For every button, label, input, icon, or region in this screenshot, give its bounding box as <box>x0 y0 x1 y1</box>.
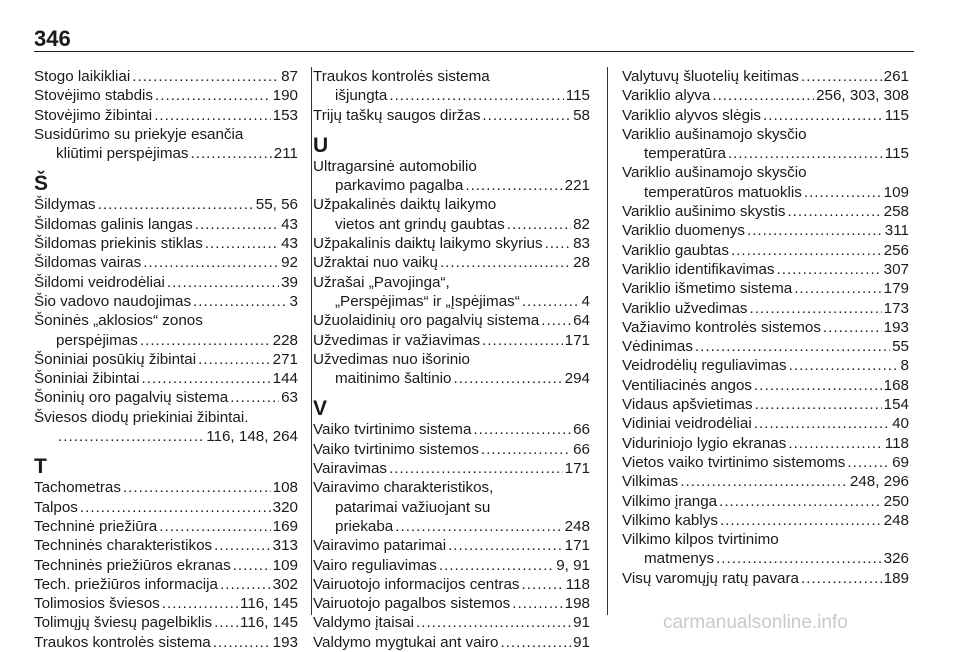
dot-leader <box>754 414 890 433</box>
index-entry-text: Susidūrimo su priekyje esančia <box>34 125 244 143</box>
index-entry-pages: 109 <box>272 556 298 574</box>
index-entry-pages: 43 <box>281 235 298 253</box>
dot-leader <box>749 299 881 318</box>
index-letter-heading: T <box>34 455 47 479</box>
index-entry-pages: 250 <box>883 492 909 510</box>
dot-leader <box>804 183 882 202</box>
index-entry-pages: 307 <box>883 260 909 278</box>
dot-leader <box>440 253 571 272</box>
index-entry-text: Variklio aušinimo skystis <box>622 203 786 221</box>
index-entry <box>34 388 298 407</box>
dot-leader <box>788 434 882 453</box>
dot-leader <box>439 556 554 575</box>
index-entry-text: Variklio alyva <box>622 87 711 105</box>
dot-leader <box>541 311 571 330</box>
index-entry-text: Vėdinimas <box>622 338 693 356</box>
index-entry-text: Šoninės „aklosios“ zonos <box>34 312 203 330</box>
index-column-2 <box>313 67 590 652</box>
index-entry-text: Veidrodėlių reguliavimas <box>622 357 787 375</box>
header-rule <box>34 51 914 52</box>
index-entry-text: Užraktai nuo vaikų <box>313 254 438 272</box>
index-entry-text: Vaiko tvirtinimo sistemos <box>313 440 479 458</box>
index-entry <box>34 292 298 311</box>
index-entry-pages: 193 <box>883 318 909 336</box>
index-entry-text: temperatūra <box>644 145 726 163</box>
index-entry-pages: 228 <box>272 331 298 349</box>
dot-leader <box>680 472 848 491</box>
index-entry <box>34 67 298 86</box>
dot-leader <box>695 337 890 356</box>
dot-leader <box>159 517 270 536</box>
dot-leader <box>214 613 238 632</box>
index-entry-text: Vaiko tvirtinimo sistema <box>313 421 472 439</box>
column-divider <box>311 67 312 615</box>
dot-leader <box>191 144 272 163</box>
index-entry-pages: 179 <box>883 280 909 298</box>
index-entry <box>622 106 909 125</box>
index-entry-text: Užrašai „Pavojinga“, <box>313 273 450 291</box>
index-entry-text: Trijų taškų saugos diržas <box>313 106 481 124</box>
index-entry-text: Užpakalinės daiktų laikymo <box>313 196 497 214</box>
dot-leader <box>482 106 571 125</box>
index-entry-pages: 91 <box>573 614 590 632</box>
index-entry-pages: 320 <box>272 498 298 516</box>
index-entry-pages: 221 <box>564 177 590 195</box>
index-entry-pages: 171 <box>564 331 590 349</box>
index-entry-text: Šildomas galinis langas <box>34 215 193 233</box>
index-entry-text: matmenys <box>644 550 715 568</box>
index-entry <box>34 350 298 369</box>
index-entry-pages: 9, 91 <box>556 556 590 574</box>
index-entry-text: Užuolaidinių oro pagalvių sistema <box>313 312 540 330</box>
index-entry-text: Užpakalinis daiktų laikymo skyrius <box>313 235 543 253</box>
index-entry-text: Vidiniai veidrodėliai <box>622 415 752 433</box>
index-entry-text: Vilkimo įranga <box>622 492 718 510</box>
dot-leader <box>162 594 238 613</box>
index-entry-text: Šildymas <box>34 196 96 214</box>
dot-leader <box>716 549 882 568</box>
page-number: 346 <box>34 26 71 51</box>
dot-leader <box>712 86 814 105</box>
index-entry-pages: 116, 148, 264 <box>206 428 298 446</box>
index-entry-text: Talpos <box>34 498 78 516</box>
dot-leader <box>195 215 279 234</box>
index-entry-text: Šoniniai posūkių žibintai <box>34 350 197 368</box>
index-entry <box>34 556 298 575</box>
index-entry-text: Vairavimo charakteristikos, <box>313 479 494 497</box>
index-entry-text: kliūtimi perspėjimas <box>56 145 189 163</box>
dot-leader <box>193 292 288 311</box>
index-entry-pages: 193 <box>272 633 298 651</box>
index-entry-pages: 108 <box>272 479 298 497</box>
index-entry-text: Ultragarsinė automobilio <box>313 157 477 175</box>
dot-leader <box>731 241 882 260</box>
index-entry-pages: 55 <box>892 338 909 356</box>
index-entry <box>622 376 909 395</box>
dot-leader <box>214 536 271 555</box>
index-entry <box>34 478 298 497</box>
index-entry <box>313 517 590 536</box>
index-entry-pages: 83 <box>573 235 590 253</box>
index-entry <box>622 318 909 337</box>
dot-leader <box>755 395 882 414</box>
dot-leader <box>763 106 883 125</box>
index-entry <box>313 86 590 105</box>
index-entry <box>34 369 298 388</box>
index-entry <box>622 241 909 260</box>
index-entry-pages: 40 <box>892 415 909 433</box>
index-entry-pages: 313 <box>272 537 298 555</box>
dot-leader <box>80 498 271 517</box>
index-entry <box>313 459 590 478</box>
index-entry-pages: 153 <box>272 106 298 124</box>
index-entry-pages: 3 <box>289 292 298 310</box>
index-entry-pages: 63 <box>281 389 298 407</box>
index-column-3 <box>622 67 909 588</box>
index-entry <box>313 176 590 195</box>
index-entry <box>34 536 298 555</box>
index-entry <box>313 420 590 439</box>
index-entry <box>622 279 909 298</box>
index-entry-pages: 64 <box>573 312 590 330</box>
index-entry-pages: 326 <box>883 550 909 568</box>
index-entry-pages: 82 <box>573 215 590 233</box>
dot-leader <box>482 331 563 350</box>
index-entry-text: Šio vadovo naudojimas <box>34 292 192 310</box>
index-entry-text: Tech. priežiūros informacija <box>34 575 219 593</box>
dot-leader <box>473 420 571 439</box>
dot-leader <box>58 427 204 446</box>
index-entry-pages: 302 <box>272 575 298 593</box>
index-entry-text: Vilkimas <box>622 473 679 491</box>
watermark: carmanualsonline.info <box>663 612 848 633</box>
index-entry-pages: 173 <box>883 299 909 317</box>
dot-leader <box>747 221 883 240</box>
index-entry-text: Ventiliacinės angos <box>622 376 753 394</box>
dot-leader <box>230 388 279 407</box>
index-entry-text: Traukos kontrolės sistema <box>34 633 211 651</box>
index-entry-text: Variklio užvedimas <box>622 299 748 317</box>
dot-leader <box>395 517 562 536</box>
index-entry-pages: 294 <box>564 370 590 388</box>
index-entry <box>313 234 590 253</box>
index-entry-pages: 258 <box>883 203 909 221</box>
index-entry-pages: 171 <box>564 537 590 555</box>
index-entry-text: maitinimo šaltinio <box>335 370 452 388</box>
index-entry-pages: 115 <box>884 145 909 163</box>
index-entry <box>34 144 298 163</box>
index-entry-text: Valdymo įtaisai <box>313 614 415 632</box>
index-entry-text: Vairuotojo informacijos centras <box>313 575 520 593</box>
index-entry-pages: 190 <box>272 87 298 105</box>
index-entry <box>313 613 590 632</box>
index-entry <box>34 215 298 234</box>
index-entry <box>34 498 298 517</box>
index-entry-pages: 144 <box>272 370 298 388</box>
index-entry <box>34 234 298 253</box>
dot-leader <box>167 273 279 292</box>
index-entry-pages: 87 <box>281 68 298 85</box>
dot-leader <box>198 350 271 369</box>
dot-leader <box>728 144 883 163</box>
index-entry-pages: 43 <box>281 215 298 233</box>
index-entry-pages: 115 <box>565 87 590 105</box>
index-entry <box>622 299 909 318</box>
index-entry-text: Variklio gaubtas <box>622 241 729 259</box>
index-entry-text: Šoninių oro pagalvių sistema <box>34 389 229 407</box>
index-entry-text: Techninė priežiūra <box>34 517 158 535</box>
index-entry <box>622 144 909 163</box>
index-entry-text: Vairavimo patarimai <box>313 537 447 555</box>
dot-leader <box>789 356 899 375</box>
index-entry-text: Techninės priežiūros ekranas <box>34 556 231 574</box>
dot-leader <box>205 234 279 253</box>
index-entry <box>622 202 909 221</box>
index-entry-text: Variklio identifikavimas <box>622 260 775 278</box>
dot-leader <box>142 369 271 388</box>
index-entry <box>622 260 909 279</box>
index-entry <box>34 86 298 105</box>
index-entry <box>622 453 909 472</box>
index-entry-text: Vilkimo kablys <box>622 511 718 529</box>
index-entry-text: Tachometras <box>34 479 121 497</box>
index-entry <box>34 195 298 214</box>
index-entry <box>622 492 909 511</box>
index-entry-text: priekaba <box>335 517 394 535</box>
index-entry <box>313 633 590 652</box>
index-entry <box>313 106 590 125</box>
dot-leader <box>233 556 271 575</box>
index-entry-text: Vilkimo kilpos tvirtinimo <box>622 531 779 549</box>
index-entry <box>313 311 590 330</box>
index-entry <box>313 575 590 594</box>
index-letter-heading: V <box>313 397 328 421</box>
index-entry-pages: 4 <box>581 292 590 310</box>
dot-leader <box>754 376 882 395</box>
index-entry <box>313 292 590 311</box>
index-entry <box>622 356 909 375</box>
index-entry-text: Variklio duomenys <box>622 222 745 240</box>
index-letter-heading: U <box>313 133 329 157</box>
dot-leader <box>220 575 271 594</box>
index-entry-text: perspėjimas <box>56 331 138 349</box>
dot-leader <box>98 195 254 214</box>
index-entry-pages: 261 <box>883 68 909 85</box>
index-entry-text: temperatūros matuoklis <box>644 183 802 201</box>
index-entry-pages: 248, 296 <box>849 473 909 491</box>
index-entry <box>313 253 590 272</box>
index-column-1 <box>34 67 298 652</box>
index-entry <box>34 613 298 632</box>
index-entry <box>622 569 909 588</box>
dot-leader <box>794 279 881 298</box>
index-entry-text: Vairuotojo pagalbos sistemos <box>313 595 511 613</box>
dot-leader <box>389 459 563 478</box>
index-entry <box>622 86 909 105</box>
index-entry-text: Tolimųjų šviesų pagelbiklis <box>34 614 213 632</box>
index-entry-pages: 169 <box>272 517 298 535</box>
index-entry-pages: 116, 145 <box>240 614 298 632</box>
dot-leader <box>143 253 279 272</box>
dot-leader <box>448 536 563 555</box>
index-entry <box>313 331 590 350</box>
dot-leader <box>522 575 564 594</box>
dot-leader <box>155 86 271 105</box>
index-entry-text: Šoniniai žibintai <box>34 370 140 388</box>
index-entry-pages: 66 <box>573 440 590 458</box>
index-entry-pages: 55, 56 <box>255 196 298 214</box>
dot-leader <box>801 67 882 86</box>
index-entry-pages: 271 <box>272 350 298 368</box>
index-entry <box>313 369 590 388</box>
index-entry <box>622 337 909 356</box>
index-entry-text: Viduriniojo lygio ekranas <box>622 434 787 452</box>
dot-leader <box>453 369 562 388</box>
index-entry-text: Valdymo mygtukai ant vairo <box>313 633 499 651</box>
index-entry-text: Traukos kontrolės sistema <box>313 68 490 85</box>
index-entry-pages: 8 <box>900 357 909 375</box>
index-entry-text: Techninės charakteristikos <box>34 537 213 555</box>
index-entry-pages: 248 <box>883 511 909 529</box>
index-entry-text: Visų varomųjų ratų pavara <box>622 569 799 587</box>
index-entry-text: patarimai važiuojant su <box>335 498 491 516</box>
index-entry-text: Vidaus apšvietimas <box>622 396 753 414</box>
index-entry-pages: 211 <box>273 145 298 163</box>
dot-leader <box>777 260 882 279</box>
column-divider <box>607 67 608 615</box>
index-entry <box>622 414 909 433</box>
dot-leader <box>132 67 279 86</box>
index-entry-pages: 256 <box>883 241 909 259</box>
index-entry <box>34 253 298 272</box>
index-entry <box>34 633 298 652</box>
index-entry-pages: 69 <box>892 453 909 471</box>
index-entry <box>34 427 298 446</box>
index-entry-text: Vairavimas <box>313 460 387 478</box>
index-entry <box>622 67 909 86</box>
index-entry <box>313 215 590 234</box>
index-entry <box>34 273 298 292</box>
dot-leader <box>481 440 571 459</box>
index-entry <box>313 440 590 459</box>
index-entry-text: Vietos vaiko tvirtinimo sistemoms <box>622 453 846 471</box>
index-entry <box>622 395 909 414</box>
index-entry-text: parkavimo pagalba <box>335 177 464 195</box>
dot-leader <box>213 633 271 652</box>
dot-leader <box>512 594 562 613</box>
index-entry-text: Variklio aušinamojo skysčio <box>622 164 807 182</box>
dot-leader <box>545 234 572 253</box>
index-entry-pages: 171 <box>564 460 590 478</box>
index-entry-text: Variklio alyvos slėgis <box>622 106 761 124</box>
index-entry-text: Užvedimas nuo išorinio <box>313 350 471 368</box>
dot-leader <box>823 318 882 337</box>
index-entry-text: vietos ant grindų gaubtas <box>335 215 505 233</box>
index-entry <box>622 434 909 453</box>
index-entry <box>622 472 909 491</box>
dot-leader <box>465 176 562 195</box>
index-entry-pages: 116, 145 <box>240 595 298 613</box>
index-entry-text: Variklio aušinamojo skysčio <box>622 125 807 143</box>
index-entry-pages: 28 <box>573 254 590 272</box>
index-entry-text: Stovėjimo stabdis <box>34 87 154 105</box>
index-entry-pages: 92 <box>281 254 298 272</box>
index-entry-pages: 248 <box>564 517 590 535</box>
index-entry-text: Stogo laikikliai <box>34 68 131 85</box>
dot-leader <box>507 215 571 234</box>
index-entry <box>313 556 590 575</box>
index-entry-text: išjungta <box>335 87 388 105</box>
index-entry-text: Tolimosios šviesos <box>34 595 160 613</box>
index-entry-pages: 66 <box>573 421 590 439</box>
index-entry <box>34 594 298 613</box>
index-entry-pages: 118 <box>884 434 909 452</box>
index-entry-pages: 154 <box>883 396 909 414</box>
index-entry-pages: 58 <box>573 106 590 124</box>
index-entry <box>34 331 298 350</box>
dot-leader <box>123 478 271 497</box>
dot-leader <box>847 453 890 472</box>
dot-leader <box>720 511 882 530</box>
index-entry <box>34 106 298 125</box>
index-entry <box>34 517 298 536</box>
index-entry-pages: 198 <box>564 595 590 613</box>
index-entry-pages: 168 <box>883 376 909 394</box>
index-entry-text: Šildomas vairas <box>34 254 142 272</box>
dot-leader <box>416 613 571 632</box>
dot-leader <box>787 202 881 221</box>
index-entry <box>313 536 590 555</box>
index-entry-text: Šildomi veidrodėliai <box>34 273 165 291</box>
index-entry-text: Variklio išmetimo sistema <box>622 280 793 298</box>
index-entry-text: Važiavimo kontrolės sistemos <box>622 318 821 336</box>
dot-leader <box>389 86 563 105</box>
index-entry-pages: 115 <box>884 106 909 124</box>
index-letter-heading: Š <box>34 172 49 196</box>
index-entry-pages: 118 <box>565 575 590 593</box>
dot-leader <box>719 492 882 511</box>
index-entry-pages: 311 <box>884 222 909 240</box>
dot-leader <box>500 633 571 652</box>
dot-leader <box>522 292 580 311</box>
index-entry <box>622 511 909 530</box>
index-entry-pages: 189 <box>883 569 909 587</box>
index-entry-pages: 91 <box>573 633 590 651</box>
index-entry-text: Šviesos diodų priekiniai žibintai. <box>34 408 249 426</box>
index-entry-text: Valytuvų šluotelių keitimas <box>622 68 799 85</box>
index-entry-pages: 256, 303, 308 <box>816 87 909 105</box>
index-entry <box>622 221 909 240</box>
index-entry-text: Šildomas priekinis stiklas <box>34 235 203 253</box>
dot-leader <box>154 106 270 125</box>
index-entry <box>622 183 909 202</box>
index-entry <box>313 594 590 613</box>
index-entry-text: Užvedimas ir važiavimas <box>313 331 481 349</box>
dot-leader <box>140 331 271 350</box>
index-entry-text: „Perspėjimas“ ir „Įspėjimas“ <box>335 292 520 310</box>
dot-leader <box>801 569 882 588</box>
index-entry-pages: 39 <box>281 273 298 291</box>
index-entry-pages: 109 <box>883 183 909 201</box>
index-entry <box>622 549 909 568</box>
index-entry-text: Stovėjimo žibintai <box>34 106 153 124</box>
index-entry-text: Vairo reguliavimas <box>313 556 437 574</box>
index-entry <box>34 575 298 594</box>
